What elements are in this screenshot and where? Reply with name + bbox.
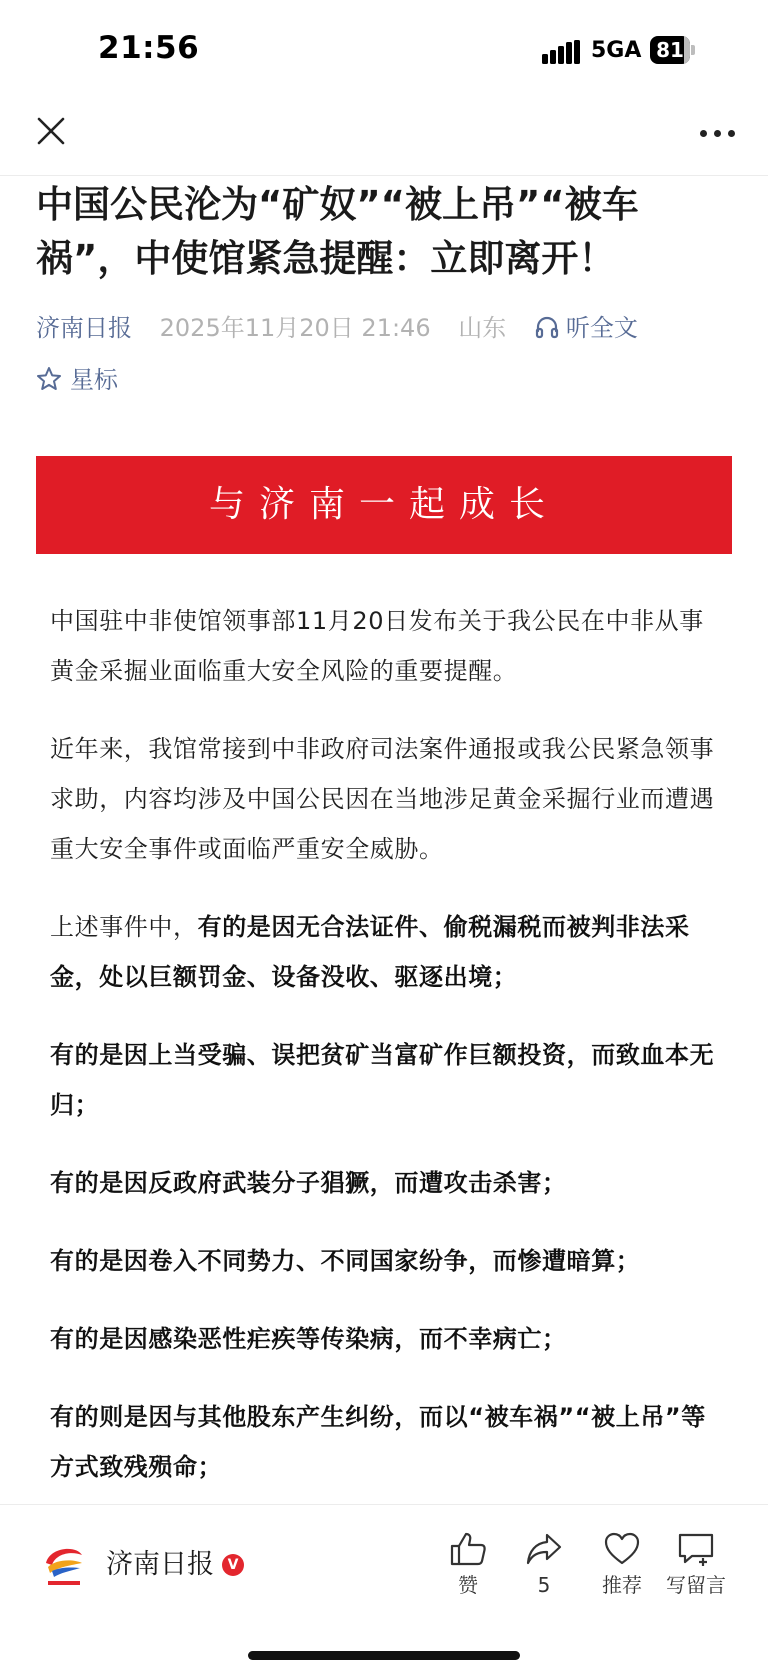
share-icon xyxy=(525,1531,563,1567)
status-time: 21:56 xyxy=(98,30,200,66)
listen-label: 听全文 xyxy=(565,314,638,342)
verified-badge: V xyxy=(222,1554,244,1576)
paragraph-bold-text: 有的是因无合法证件、偷税漏税而被判非法采金，处以巨额罚金、设备没收、驱逐出境； xyxy=(50,913,690,991)
bottom-bar xyxy=(0,1504,768,1665)
status-bar xyxy=(0,0,768,96)
close-icon[interactable] xyxy=(36,116,66,146)
paragraph-text: 上述事件中， xyxy=(50,913,198,941)
signal-icon xyxy=(542,40,582,64)
region-label: 山东 xyxy=(458,314,507,342)
comment-icon xyxy=(676,1531,716,1567)
paragraph: 有的是因感染恶性疟疾等传染病，而不幸病亡； xyxy=(50,1325,567,1353)
source-link[interactable]: 济南日报 xyxy=(36,314,132,342)
more-icon[interactable] xyxy=(700,130,736,138)
banner-text: 与济南一起成长 xyxy=(208,484,559,525)
paragraph: 有的则是因与其他股东产生纠纷，而以“被车祸”“被上吊”等方式致残殒命； xyxy=(50,1403,706,1481)
paragraph: 近年来，我馆常接到中非政府司法案件通报或我公民紧急领事求助，内容均涉及中国公民因在当地涉足黄金采掘行业而遭遇重大安全事件或面临严重安全威胁。 xyxy=(50,735,715,863)
share-count: 5 xyxy=(537,1573,551,1597)
publish-date: 2025年11月20日 21:46 xyxy=(159,314,431,342)
home-indicator[interactable] xyxy=(248,1651,520,1660)
star-button[interactable] xyxy=(36,360,118,400)
paragraph xyxy=(50,902,726,1002)
headphone-icon xyxy=(534,314,560,340)
comment-button[interactable] xyxy=(664,1531,728,1599)
recommend-label: 推荐 xyxy=(602,1573,642,1597)
heart-icon xyxy=(603,1531,641,1567)
account-logo-icon[interactable] xyxy=(42,1541,86,1589)
network-type: 5GA xyxy=(591,38,642,63)
banner-image xyxy=(36,456,732,554)
star-icon xyxy=(36,366,62,392)
article-body xyxy=(50,596,726,1520)
comment-label: 写留言 xyxy=(666,1573,726,1597)
paragraph: 中国驻中非使馆领事部11月20日发布关于我公民在中非从事黄金采掘业面临重大安全风险的重要提醒。 xyxy=(50,607,704,685)
share-button[interactable] xyxy=(522,1531,566,1599)
recommend-button[interactable] xyxy=(596,1531,648,1599)
account-name[interactable]: 济南日报 xyxy=(106,1549,214,1580)
like-button[interactable] xyxy=(446,1531,490,1599)
listen-button[interactable] xyxy=(534,308,638,348)
star-label: 星标 xyxy=(70,366,118,394)
article-meta xyxy=(36,308,756,348)
paragraph: 有的是因上当受骗、误把贫矿当富矿作巨额投资，而致血本无归； xyxy=(50,1041,715,1119)
paragraph: 有的是因反政府武装分子猖獗，而遭攻击杀害； xyxy=(50,1169,567,1197)
like-label: 赞 xyxy=(458,1573,478,1597)
paragraph: 有的是因卷入不同势力、不同国家纷争，而惨遭暗算； xyxy=(50,1247,641,1275)
battery-icon xyxy=(650,36,696,64)
thumbs-up-icon xyxy=(449,1531,487,1567)
battery-level: 81 xyxy=(656,38,684,62)
article-title: 中国公民沦为“矿奴”“被上吊”“被车祸”，中使馆紧急提醒：立即离开！ xyxy=(36,183,639,280)
nav-bar xyxy=(0,96,768,176)
